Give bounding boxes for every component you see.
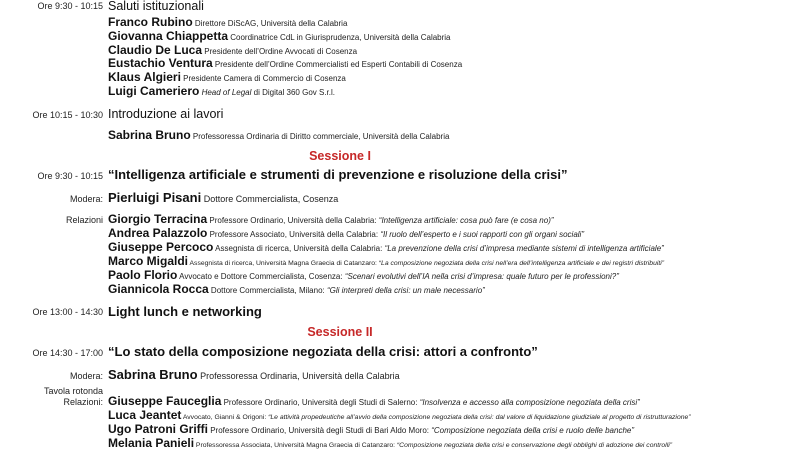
time-label: Ore 9:30 - 10:15 <box>37 171 103 181</box>
speaker-role: Presidente Camera di Commercio di Cosenza <box>180 74 346 83</box>
speaker-line <box>108 437 672 450</box>
speaker-name: Ugo Patroni Griffi <box>108 422 208 436</box>
time-label: Modera: <box>69 194 103 204</box>
speaker-talk: “Il ruolo dell’esperto e i suoi rapporti con gli organi sociali” <box>380 230 584 239</box>
speaker-role: Assegnista di ricerca, Università della Calabria: <box>213 244 385 253</box>
time-label: Ore 13:00 - 14:30 <box>32 307 103 317</box>
speaker-role: Professoressa Ordinaria, Università della Calabria <box>197 371 400 381</box>
speaker-line <box>108 241 664 253</box>
speaker-name: Luigi Cameriero <box>108 84 200 98</box>
speaker-name: Klaus Algieri <box>108 70 181 84</box>
speaker-name: Giorgio Terracina <box>108 212 208 226</box>
speaker-talk: Head of Legal <box>199 88 252 97</box>
speaker-role: Professore Ordinario, Università degli Studi di Bari Aldo Moro: <box>208 426 432 435</box>
speaker-role: Direttore DiScAG, Università della Calabria <box>192 19 348 28</box>
speaker-name: Luca Jeantet <box>108 408 182 422</box>
speaker-name: Giovanna Chiappetta <box>108 29 229 43</box>
speaker-name: Eustachio Ventura <box>108 56 213 70</box>
speaker-line <box>108 423 634 435</box>
session-title: “Intelligenza artificiale e strumenti di prevenzione e risoluzione della crisi” <box>108 167 568 182</box>
speaker-name: Sabrina Bruno <box>108 367 198 382</box>
speaker-name: Claudio De Luca <box>108 43 203 57</box>
speaker-line <box>108 255 664 268</box>
speaker-talk: “Composizione negoziata della crisi e conservazione degli obblighi di adozione dei controlli” <box>396 442 672 449</box>
speaker-line <box>108 213 554 225</box>
speaker-name: Franco Rubino <box>108 15 193 29</box>
speaker-talk: “Le attività propedeutiche all’avvio della composizione negoziata della crisi: dal valore di liquidazione giudiziale al progetto di ristrutturazione” <box>268 414 691 421</box>
speaker-talk: “Composizione negoziata della crisi e ruolo delle banche” <box>431 426 634 435</box>
speaker-line <box>108 227 584 239</box>
speaker-role: Avvocato e Dottore Commercialista, Cosenza: <box>177 272 345 281</box>
speaker-role: di Digital 360 Gov S.r.l. <box>251 88 335 97</box>
speaker-role: Professore Associato, Università della Calabria: <box>207 230 381 239</box>
time-label: Ore 14:30 - 17:00 <box>32 348 103 358</box>
speaker-line <box>108 30 451 42</box>
speaker-name: Giuseppe Fauceglia <box>108 394 222 408</box>
speaker-line <box>108 85 335 97</box>
speaker-line <box>108 269 619 281</box>
speaker-talk: “Intelligenza artificiale: cosa può fare (e cosa no)” <box>378 216 554 225</box>
speaker-line <box>108 16 347 28</box>
speaker-line <box>108 57 462 69</box>
speaker-name: Giannicola Rocca <box>108 282 209 296</box>
time-label: Ore 10:15 - 10:30 <box>32 110 103 120</box>
time-label: Relazioni: <box>63 397 103 407</box>
speaker-name: Sabrina Bruno <box>108 128 191 142</box>
speaker-line <box>108 129 449 141</box>
speaker-role: Coordinatrice CdL in Giurisprudenza, Università della Calabria <box>228 33 451 42</box>
speaker-role: Professore Ordinario, Università degli Studi di Salerno: <box>221 398 420 407</box>
speaker-role: Professore Ordinario, Università della Calabria: <box>207 216 379 225</box>
speaker-role: Avvocato, Gianni & Origoni: <box>181 414 269 421</box>
speaker-line <box>108 409 691 422</box>
speaker-name: Paolo Florio <box>108 268 178 282</box>
speaker-role: Dottore Commercialista, Milano: <box>208 286 327 295</box>
speaker-name: Melania Panieli <box>108 436 195 450</box>
time-label: Relazioni <box>65 215 103 225</box>
speaker-role: Dottore Commercialista, Cosenza <box>201 194 339 204</box>
speaker-line <box>108 44 357 56</box>
speaker-talk: “Insolvenza e accesso alla composizione negoziata della crisi” <box>419 398 640 407</box>
speaker-line <box>108 395 640 407</box>
session-title: Light lunch e networking <box>108 304 262 319</box>
time-label: Ore 9:30 - 10:15 <box>37 1 103 11</box>
speaker-name: Andrea Palazzolo <box>108 226 208 240</box>
time-label: Modera: <box>69 371 103 381</box>
speaker-talk: “La composizione negoziata della crisi nell’era dell’intelligenza artificiale e dei registri distribuiti” <box>378 260 665 267</box>
session-label: Sessione I <box>309 149 371 163</box>
speaker-role: Assegnista di ricerca, Università Magna Graecia di Catanzaro: <box>188 260 379 267</box>
section-heading: Introduzione ai lavori <box>108 107 224 121</box>
speaker-line <box>108 368 400 381</box>
speaker-talk: “Gli interpreti della crisi: un male necessario” <box>326 286 485 295</box>
speaker-role: Presidente dell’Ordine Commercialisti ed Esperti Contabili di Cosenza <box>212 60 463 69</box>
session-title: “Lo stato della composizione negoziata della crisi: attori a confronto” <box>108 344 538 359</box>
speaker-role: Professoressa Ordinaria di Diritto commerciale, Università della Calabria <box>190 132 450 141</box>
speaker-name: Marco Migaldi <box>108 254 189 268</box>
speaker-role: Presidente dell’Ordine Avvocati di Cosenza <box>202 47 358 56</box>
speaker-talk: “La prevenzione della crisi d’impresa mediante sistemi di intelligenza artificiale” <box>384 244 664 253</box>
section-heading: Saluti istituzionali <box>108 0 204 13</box>
time-label: Tavola rotonda <box>43 386 103 396</box>
speaker-line <box>108 283 485 295</box>
session-label: Sessione II <box>307 325 373 339</box>
speaker-name: Giuseppe Percoco <box>108 240 214 254</box>
speaker-talk: “Scenari evolutivi dell’IA nella crisi d’impresa: quale futuro per le professioni?” <box>344 272 619 281</box>
speaker-line <box>108 71 346 83</box>
speaker-name: Pierluigi Pisani <box>108 190 202 205</box>
speaker-line <box>108 191 338 204</box>
speaker-role: Professoressa Associata, Università Magna Graecia di Catanzaro: <box>194 442 397 449</box>
